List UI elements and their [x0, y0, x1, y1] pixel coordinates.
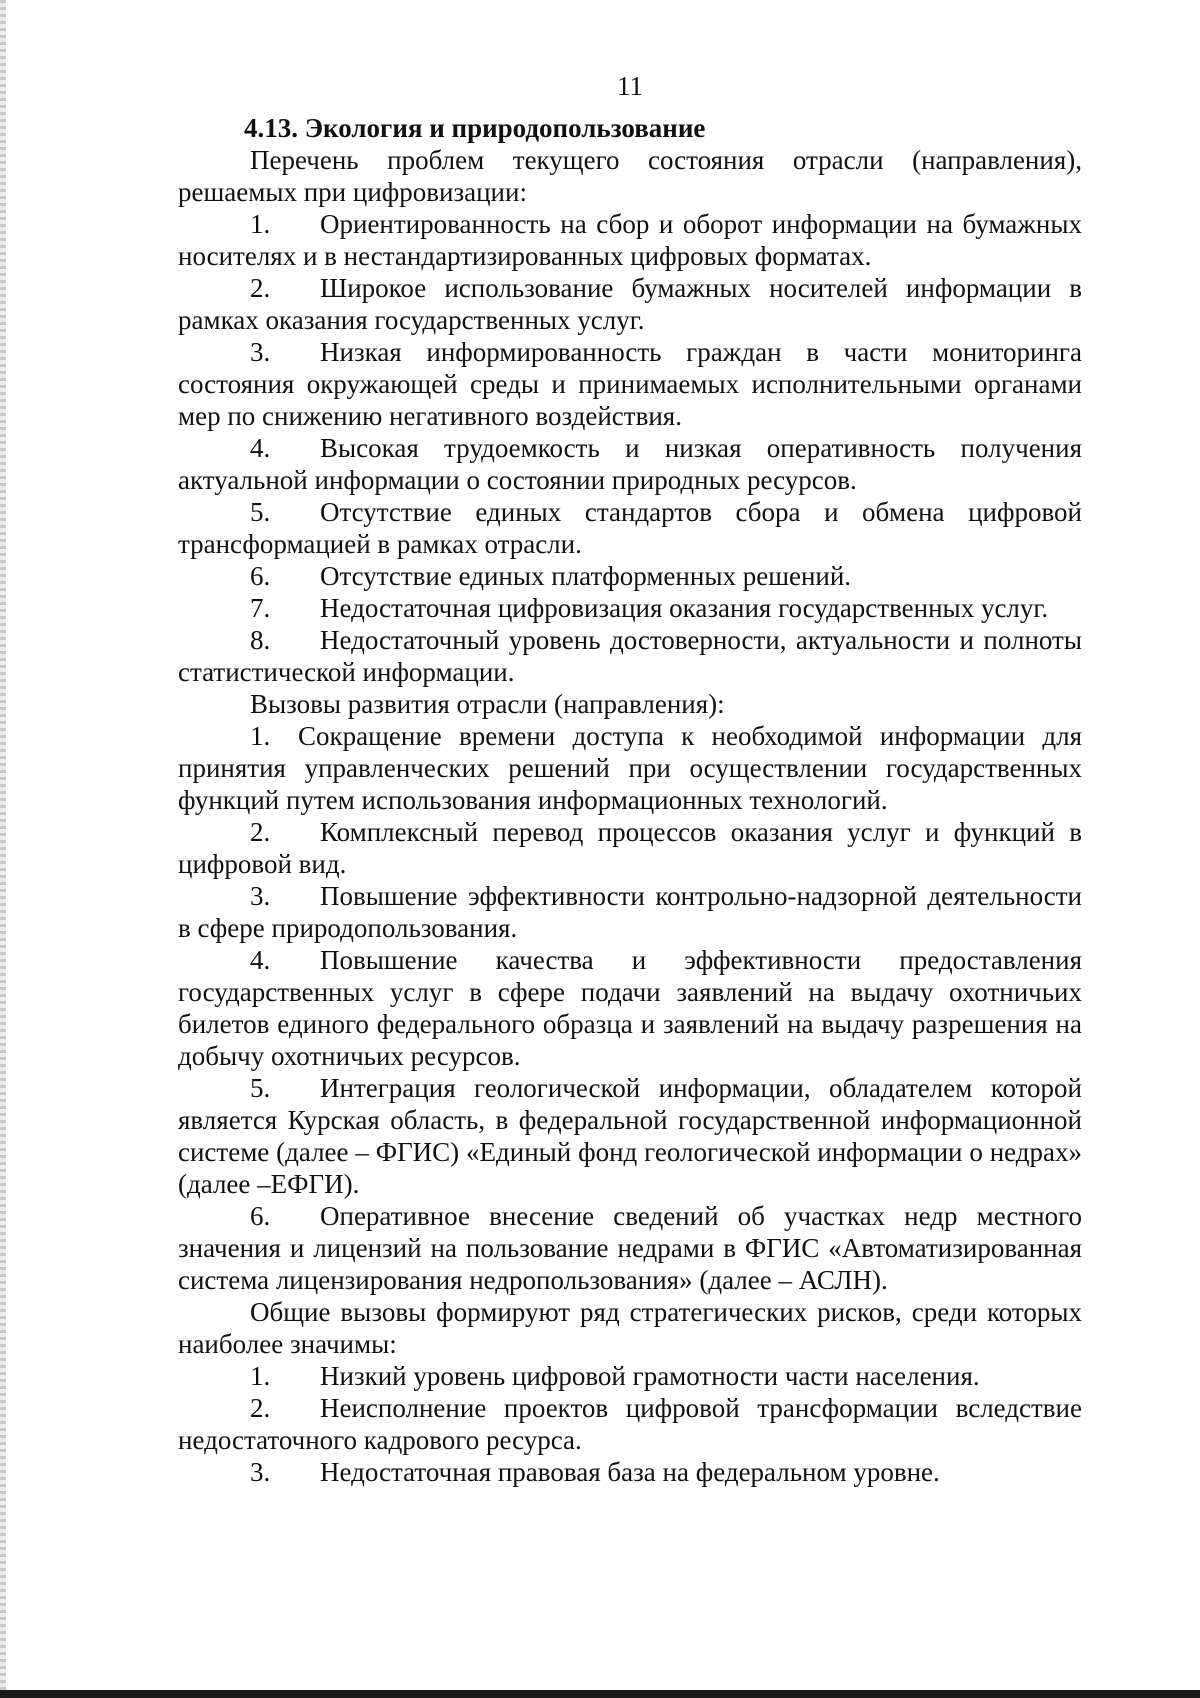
item-number: 1.	[250, 721, 271, 751]
item-text: Низкий уровень цифровой грамотности части населения.	[320, 1361, 980, 1391]
list-item	[178, 1456, 1082, 1488]
challenges-intro: Вызовы развития отрасли (направления):	[250, 689, 725, 719]
item-number: 5.	[250, 497, 271, 527]
list-item	[178, 208, 1082, 272]
list-item	[178, 944, 1082, 1072]
item-number: 3.	[250, 881, 271, 911]
list-item	[178, 1200, 1082, 1296]
item-text: Отсутствие единых стандартов сбора и обмена цифровой трансформацией в рамках отрасли.	[178, 497, 1082, 559]
item-number: 4.	[250, 433, 271, 463]
item-number: 6.	[250, 561, 271, 591]
item-number: 8.	[250, 625, 271, 655]
problems-list	[178, 208, 1082, 688]
item-text: Отсутствие единых платформенных решений.	[320, 561, 852, 591]
item-text: Повышение качества и эффективности предоставления государственных услуг в сфере подачи заявлений на выдачу охотничьих билетов единого федерального образца и заявлений на выдачу разрешения на добычу охотничьих ресурсов.	[178, 945, 1082, 1071]
item-number: 6.	[250, 1201, 271, 1231]
list-item	[178, 496, 1082, 560]
list-item	[178, 624, 1082, 688]
list-item	[178, 1072, 1082, 1200]
item-text: Сокращение времени доступа к необходимой информации для принятия управленческих решений при осуществлении государственных функций путем использования информационных технологий.	[178, 721, 1082, 815]
risks-intro: Общие вызовы формируют ряд стратегических рисков, среди которых наиболее значимы:	[178, 1297, 1082, 1359]
page-number: 11	[617, 71, 643, 101]
list-item	[178, 592, 1082, 624]
page-content	[178, 70, 1082, 1488]
item-text: Оперативное внесение сведений об участках недр местного значения и лицензий на пользование недрами в ФГИС «Автоматизированная система лицензирования недропользования» (далее – АСЛН).	[178, 1201, 1082, 1295]
problems-intro: Перечень проблем текущего состояния отрасли (направления), решаемых при цифровизации:	[178, 145, 1082, 207]
item-number: 3.	[250, 337, 271, 367]
item-text: Недостаточная правовая база на федеральном уровне.	[320, 1457, 940, 1487]
item-text: Повышение эффективности контрольно-надзорной деятельности в сфере природопользования.	[178, 881, 1082, 943]
scan-edge-left	[0, 0, 6, 1698]
list-item	[178, 560, 1082, 592]
item-text: Недостаточная цифровизация оказания государственных услуг.	[320, 593, 1049, 623]
item-number: 2.	[250, 1393, 271, 1423]
item-number: 7.	[250, 593, 271, 623]
list-item	[178, 336, 1082, 432]
item-text: Ориентированность на сбор и оборот информации на бумажных носителях и в нестандартизированных цифровых форматах.	[178, 209, 1082, 271]
item-number: 5.	[250, 1073, 271, 1103]
list-item	[178, 1392, 1082, 1456]
list-item	[178, 272, 1082, 336]
item-text: Недостаточный уровень достоверности, актуальности и полноты статистической информации.	[178, 625, 1082, 687]
item-number: 2.	[250, 273, 271, 303]
item-number: 3.	[250, 1457, 271, 1487]
item-text: Неисполнение проектов цифровой трансформации вследствие недостаточного кадрового ресурса.	[178, 1393, 1082, 1455]
list-item	[178, 880, 1082, 944]
list-item	[178, 432, 1082, 496]
item-text: Высокая трудоемкость и низкая оперативность получения актуальной информации о состоянии природных ресурсов.	[178, 433, 1082, 495]
item-number: 2.	[250, 817, 271, 847]
list-item	[178, 816, 1082, 880]
item-number: 1.	[250, 1361, 271, 1391]
item-text: Широкое использование бумажных носителей информации в рамках оказания государственных услуг.	[178, 273, 1082, 335]
list-item	[178, 1360, 1082, 1392]
risks-list	[178, 1360, 1082, 1488]
item-text: Интеграция геологической информации, обладателем которой является Курская область, в федеральной государственной информационной системе (далее – ФГИС) «Единый фонд геологической информации о недрах» (далее –ЕФГИ).	[178, 1073, 1082, 1199]
section-title: 4.13. Экология и природопользование	[244, 113, 706, 143]
item-text: Комплексный перевод процессов оказания услуг и функций в цифровой вид.	[178, 817, 1082, 879]
item-number: 4.	[250, 945, 271, 975]
challenges-list	[178, 720, 1082, 1296]
list-item	[178, 720, 1082, 816]
item-number: 1.	[250, 209, 271, 239]
scan-edge-bottom	[0, 1690, 1200, 1698]
item-text: Низкая информированность граждан в части мониторинга состояния окружающей среды и принимаемых исполнительными органами мер по снижению негативного воздействия.	[178, 337, 1082, 431]
